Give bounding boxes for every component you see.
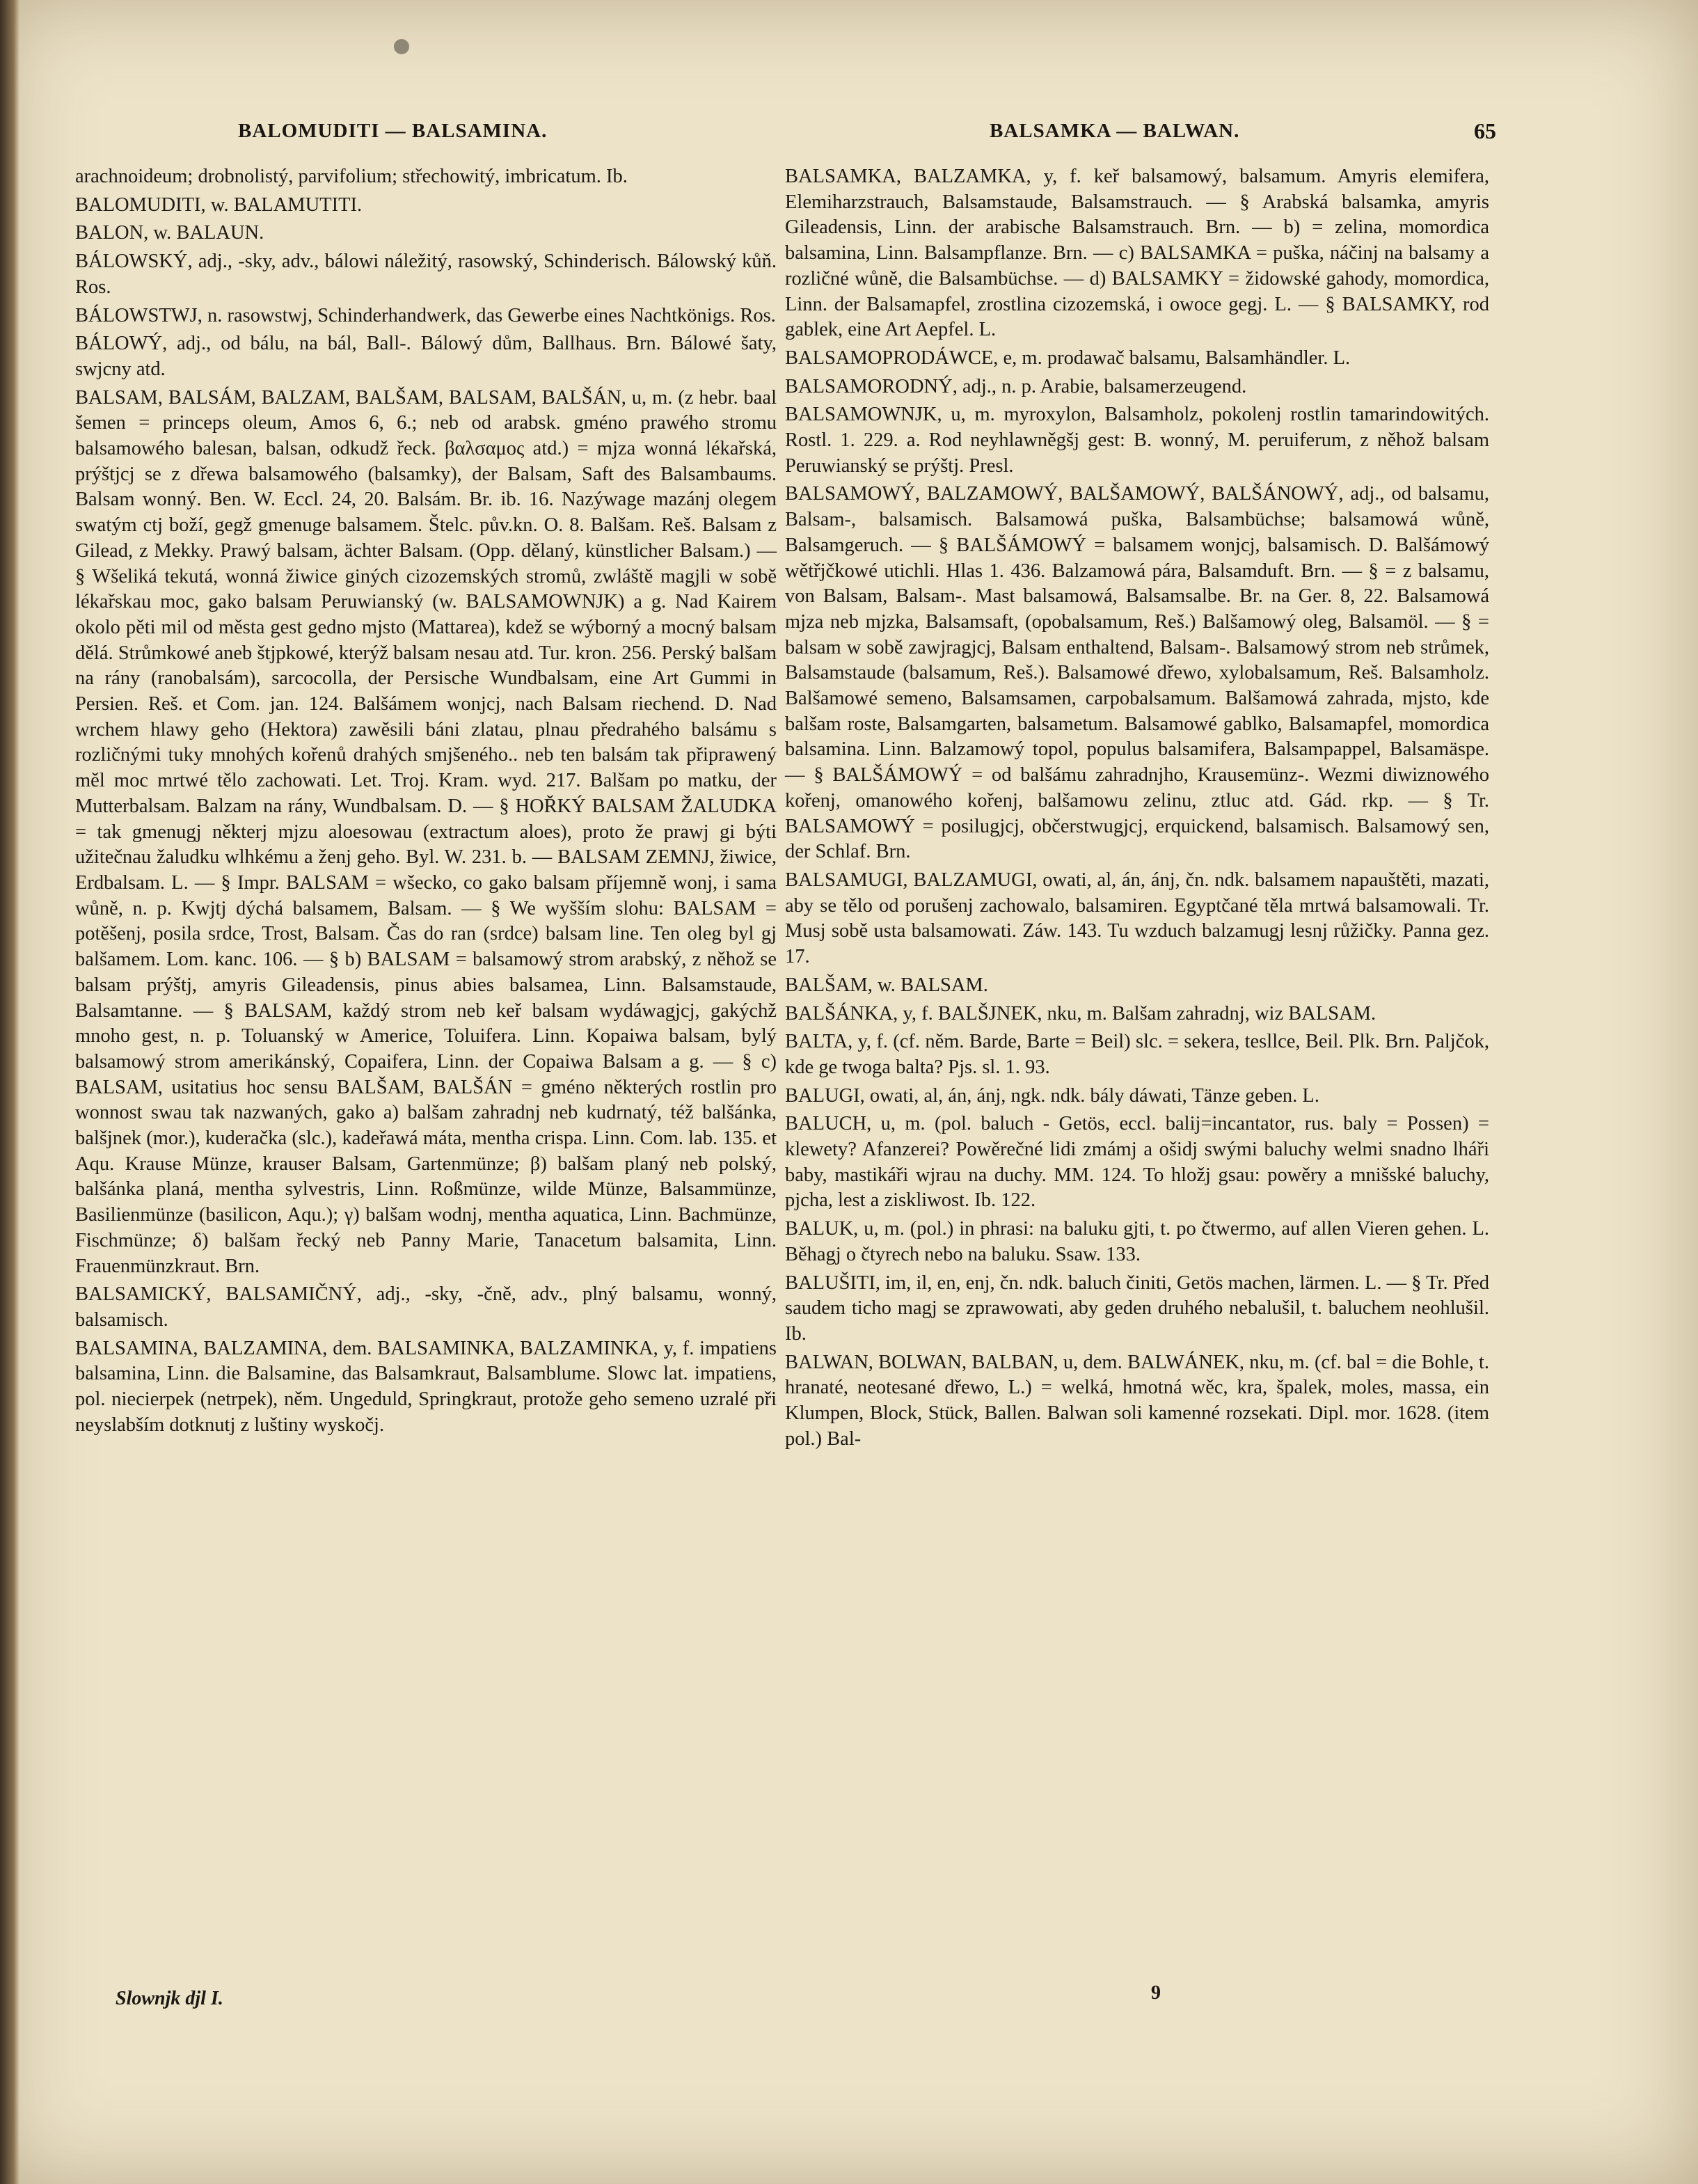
footer-volume-label: Slownjk djl I. [116, 1988, 223, 2009]
entry-balsamugi: BALSAMUGI, BALZAMUGI, owati, al, án, ánj, čn. ndk. balsamem napauštěti, mazati, aby se tělo od porušenj zachowalo, balsamiren. Egyptčané těla mrtwá balsamowali. Tr. Musj sobě usta balsamowati. Záw. 143. Tu wzduch balzamugj lesnj růžičky. Panna gez. 17. [785, 869, 1489, 968]
entry-balowstwj: BÁLOWSTWJ, n. rasowstwj, Schinderhandwerk, das Gewerbe eines Nachtkönigs. Ros. [75, 304, 776, 326]
entry-baluk: BALUK, u, m. (pol.) in phrasi: na baluku gjti, t. po čtwermo, auf allen Vieren gehen. L. Běhagj o čtyrech nebo na baluku. Ssaw. 133. [785, 1218, 1489, 1265]
right-column [785, 164, 1489, 1455]
entry-balowy: BÁLOWÝ, adj., od bálu, na bál, Ball-. Bálowý dům, Ballhaus. Brn. Bálowé šaty, swjcny atd. [75, 333, 777, 380]
entry-balsamowy: BALSAMOWÝ, BALZAMOWÝ, BALŠAMOWÝ, BALŠÁNOWÝ, adj., od balsamu, Balsam-, balsamisch. Balsamowá puška, Balsambüchse; balsamowá wůně, Balsamgeruch. — § BALŠÁMOWÝ = balsamem wonjcj, balsamisch. D. Balšámowý wětřjčkowé utichli. Hlas 1. 436. Balzamowá pára, Balsamduft. Brn. — § = z balsamu, von Balsam, Balsam-. Mast balsamowá, Balsamsalbe. Br. na Ger. 8, 22. Balsamowá mjza neb mjzka, Balsamsaft, (opobalsamum, Reš.) Balšamowý oleg, Balsamöl. — § = balsam w sobě zawjragjcj, Balsam enthaltend, Balsam-. Balsamowý strom neb strůmek, Balsamstaude (balsamum, Reš.). Balsamowé dřewo, xylobalsamum, Reš. Balsamholz. Balšamowé semeno, Balsamsamen, carpobalsamum. Balšamowá zahrada, mjsto, kde balšam roste, Balsamgarten, balsametum. Balsamowé gablko, Balsamapfel, momordica balsamina. Linn. Balzamowý topol, populus balsamifera, Balsampappel, Balsamäspe. — § BALŠÁMOWÝ = od balšámu zahradnjho, Krausemünz-. Wezmi diwiznowého kořenj, omanowého kořenj, balšamowu zelinu, ztluc atd. Gád. rkp. — § Tr. BALSAMOWÝ = posilugjcj, občerstwugjcj, erquickend, balsamisch. Balsamowý sen, der Schlaf. Brn. [785, 483, 1489, 863]
entry-baluch: BALUCH, u, m. (pol. baluch - Getös, eccl. balij=incantator, rus. baly = Possen) = klewety? Afanzerei? Powěrečné lidi zmámj a ošidj swými baluchy welmi snadno lháři baby, mastikáři wjrau na duchy. MM. 124. To hložj gsau: powěry a mnišské baluchy, pjcha, lest a ziskliwost. Ib. 122. [785, 1113, 1489, 1212]
footer-signature-mark: 9 [1151, 1982, 1161, 2004]
entry-balsamka: BALSAMKA, BALZAMKA, y, f. keř balsamowý, balsamum. Amyris elemifera, Elemiharzstrauch, Balsamstaude, Balsamstrauch. — § Arabská balsamka, amyris Gileadensis, Linn. der arabische Balsamstrauch. Brn. — b) = zelina, momordica balsamina, Linn. Balsampflanze. Brn. — c) BALSAMKA = puška, náčinj na balsamy a rozličné wůně, die Balsambüchse. — d) BALSAMKY = židowské gahody, momordica, Linn. der Balsamapfel, zrostlina cizozemská, i owoce gegj. L. — § BALSAMKY, rod gablek, eine Art Aepfel. L. [785, 166, 1489, 341]
running-header-right: BALSAMKA — BALWAN. [990, 120, 1240, 142]
entry-balsamoprodawce: BALSAMOPRODÁWCE, e, m. prodawač balsamu, Balsamhändler. L. [785, 347, 1351, 369]
entry-balowsky: BÁLOWSKÝ, adj., -sky, adv., bálowi náležitý, rasowský, Schinderisch. Bálowský kůň. Ros. [75, 251, 777, 298]
entry-balwan: BALWAN, BOLWAN, BALBAN, u, dem. BALWÁNEK, nku, m. (cf. bal = die Bohle, t. hranaté, neotesané dřewo, L.) = welká, hmotná wěc, kra, špalek, moles, massa, ein Klumpen, Block, Stück, Ballen. Balwan soli kamenné rozsekati. Dipl. mor. 1628. (item pol.) Bal- [785, 1351, 1489, 1450]
page-number: 65 [1474, 118, 1496, 143]
entry-balsamina: BALSAMINA, BALZAMINA, dem. BALSAMINKA, BALZAMINKA, y, f. impatiens balsamina, Linn. die Balsamine, das Balsamkraut, Balsamblume. Slowc lat. impatiens, pol. niecierpek (netrpek), něm. Ungeduld, Springkraut, protože geho semeno uzralé při neyslabším dotknutj z luštiny wyskočj. [75, 1337, 777, 1436]
entry-balta: BALTA, y, f. (cf. něm. Barde, Barte = Beil) slc. = sekera, tesllce, Beil. Plk. Brn. Paljčok, kde ge twoga balta? Pjs. sl. 1. 93. [785, 1031, 1489, 1078]
entry-balomuditi: BALOMUDITI, w. BALAMUTITI. [75, 193, 363, 216]
entry-balsam: BALSAM, BALSÁM, BALZAM, BALŠAM, BALSAM, BALŠÁN, u, m. (z hebr. baal šemen = princeps oleum, Amos 6, 6.; neb od arabsk. gméno prawého stromu balsamowého balesan, balsan, odkudž řeck. βαλσαμος atd.) = mjza wonná lékařská, prýštjcj se z dřewa balsamowého (balsamky), der Balsam, Saft des Balsambaums. Balsam wonný. Ben. W. Eccl. 24, 20. Balsám. Br. ib. 16. Nazýwage mazánj olegem swatým ctj boží, gegž gmenuge balsamem. Štelc. pův.kn. O. 8. Balšam. Reš. Balsam z Gilead, z Mekky. Prawý balsam, ächter Balsam. (Opp. dělaný, künstlicher Balsam.) — § Wšeliká tekutá, wonná žiwice giných cizozemských stromů, zwláště magjli w sobě lékařskau moc, gako balsam Peruwianský (w. BALSAMOWNJK) a g. Nad Kairem okolo pěti mil od města gest gedno mjsto (Mattarea), kdež se wýborný a mocný balsam dělá. Strůmkowé aneb štjpkowé, kterýž balsam nesau atd. Tur. kron. 256. Perský balšam na rány (ranobalsám), sarcocolla, der Persische Wundbalsam, eine Art Gummi in Persien. Reš. et Com. jan. 124. Balšámem wonjcj, nach Balsam riechend. D. Nad wrchem hlawy geho (Hektora) zawěsili báni zlatau, plnau předrahého balsámu s rozličnými tuky mnohých kořenů drahých smjšeného.. neb ten balsám tak připrawený měl moc mrtwé tělo zachowati. Let. Troj. Kram. wyd. 217. Balšam po matku, der Mutterbalsam. Balzam na rány, Wundbalsam. D. — § HOŘKÝ BALSAM ŽALUDKA = tak gmenugj některj mjzu aloesowau (extractum aloes), proto že prawj gi býti užitečnau žaludku wlhkému a ženj geho. Byl. W. 231. b. — BALSAM ZEMNJ, žiwice, Erdbalsam. L. — § Impr. BALSAM = wšecko, co gako balsam příjemně wonj, i sama wůně, n. p. Kwjtj dýchá balsamem, Balsam. — § We wyšším slohu: BALSAM = potěšenj, posila srdce, Trost, Balsam. Čas do ran (srdce) balsam line. Ten oleg byl gj balšamem. Lom. kanc. 106. — § b) BALSAM = balsamowý strom arabský, z něhož se balsam prýštj, amyris Gileadensis, pinus abies balsamea, Linn. Balsamstaude, Balsamtanne. — § BALSAM, každý strom neb keř balsam wydáwagjcj, gakýchž mnoho gest, n. p. Toluanský w Americe, Toluifera. Linn. Kopaiwa balsam, bylý balsamowý strom amerikánský, Copaifera, Linn. der Copaiwa Balsam a g. — § c) BALSAM, usitatius hoc sensu BALŠAM, BALŠÁN = gméno některých rostlin pro wonnost swau tak nazwaných, gako a) balšam zahradnj neb kudrnatý, též balšánka, balšjnek (mor.), kuderačka (slc.), kadeřawá máta, mentha crispa. Linn. Com. lab. 135. et Aqu. Krause Münze, krauser Balsam, Gartenmünze; β) balšam planý neb polský, balšánka planá, mentha sylvestris, Linn. Roßmünze, wilde Münze, Balsammünze, Basilienmünze (basilicon, Aqu.); γ) balšam wodnj, mentha aquatica, Linn. Bachmünze, Fischmünze; δ) balšam řecký neb Panny Marie, Tanacetum balsamita, Linn. Frauenmünzkraut. Brn. [75, 386, 777, 1277]
entry-balusiti: BALUŠITI, im, il, en, enj, čn. ndk. baluch činiti, Getös machen, lärmen. L. — § Tr. Před saudem ticho magj se zprawowati, aby geden druhého nebalušil, t. baluchem neohlušil. Ib. [785, 1272, 1489, 1345]
entry-balsamicky: BALSAMICKÝ, BALSAMIČNÝ, adj., -sky, -čně, adv., plný balsamu, wonný, balsamisch. [75, 1283, 777, 1331]
left-column [75, 164, 777, 1441]
running-header-left: BALOMUDITI — BALSAMINA. [238, 120, 548, 142]
entry-balsamorodny: BALSAMORODNÝ, adj., n. p. Arabie, balsamerzeugend. [785, 375, 1247, 397]
binding-edge [0, 0, 19, 2184]
entry-balsanka: BALŠÁNKA, y, f. BALŠJNEK, nku, m. Balšam zahradnj, wiz BALSAM. [785, 1002, 1376, 1024]
entry-balon: BALON, w. BALAUN. [75, 222, 264, 244]
page-hole [394, 39, 409, 54]
entry-continuation: arachnoideum; drobnolistý, parvifolium; střechowitý, imbricatum. Ib. [75, 166, 628, 187]
entry-balsamownjk: BALSAMOWNJK, u, m. myroxylon, Balsamholz, pokolenj rostlin tamarindowitých. Rostl. 1. 229. a. Rod neyhlawněgšj gest: B. wonný, M. peruiferum, z něhož balsam Peruwianský se prýštj. Presl. [785, 404, 1489, 477]
entry-balsam-ref: BALŠAM, w. BALSAM. [785, 974, 988, 996]
entry-balugi: BALUGI, owati, al, án, ánj, ngk. ndk. bály dáwati, Tänze geben. L. [785, 1084, 1319, 1107]
